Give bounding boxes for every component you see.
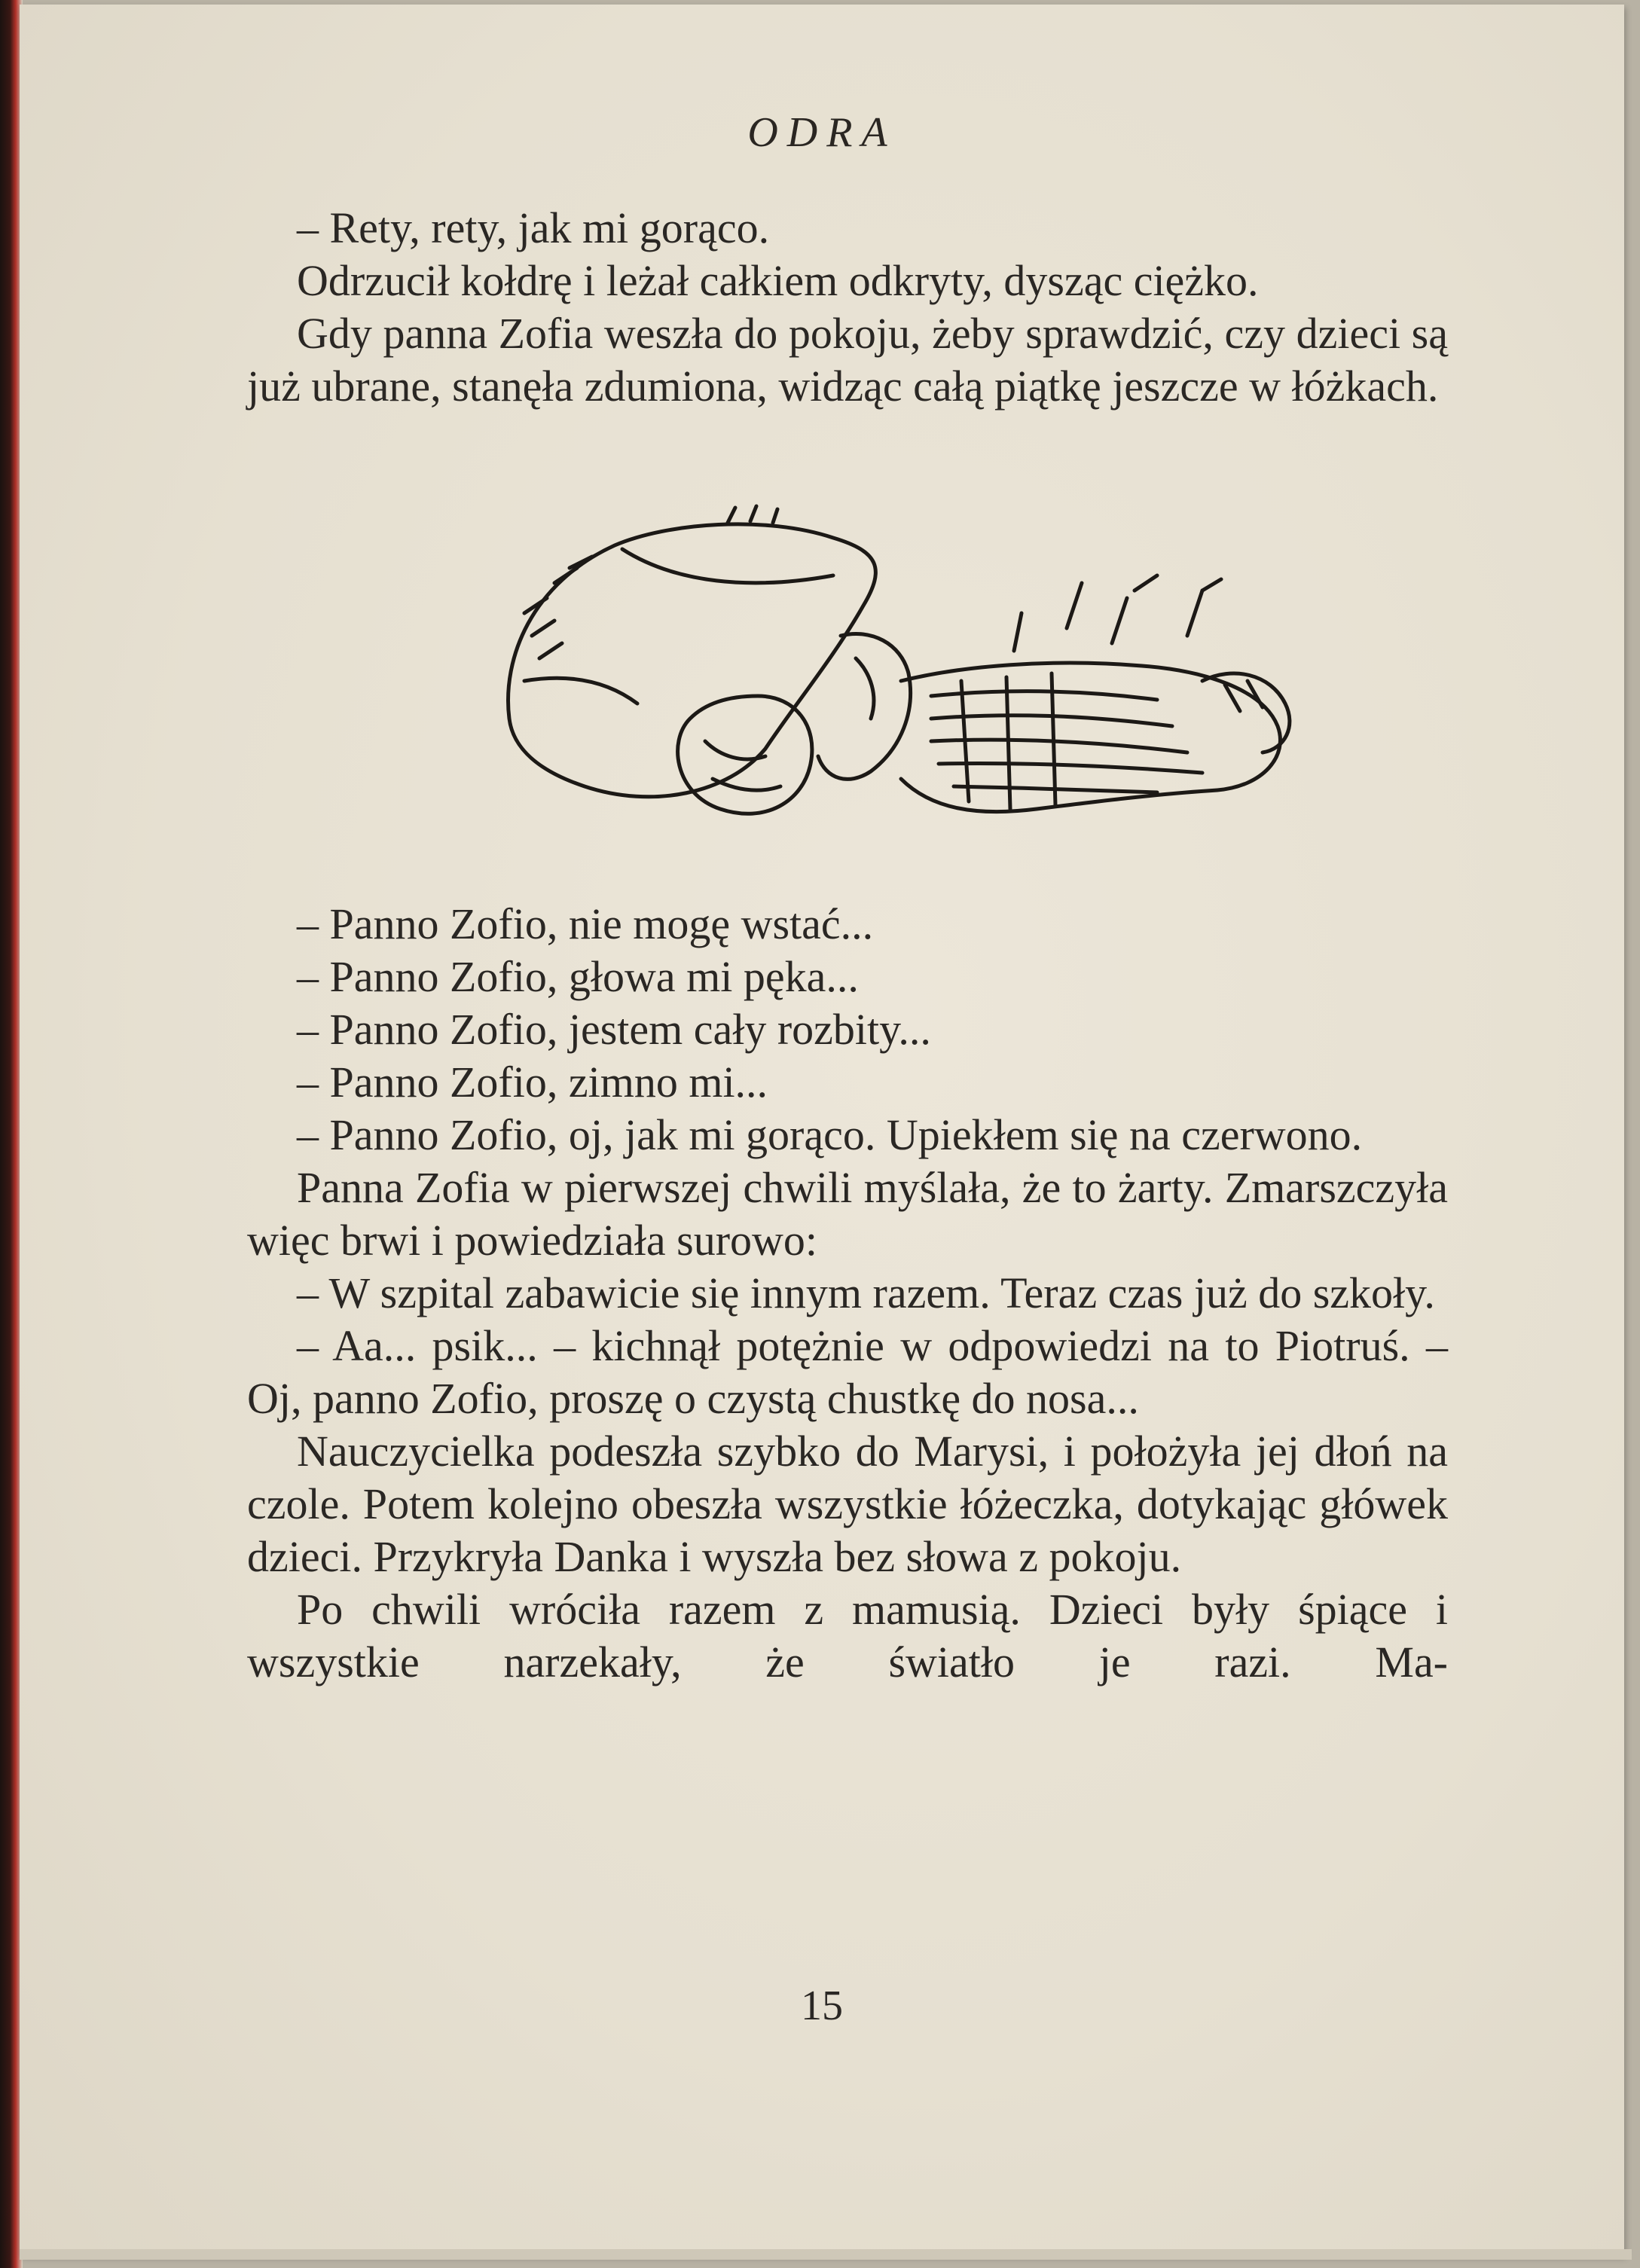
paragraph: Nauczycielka podeszła szybko do Marysi, i położyła jej dłoń na czole. Potem kolejno obeszła wszystkie łóżeczka, dotykając główek dzieci. Przykryła Danka i wyszła bez słowa z pokoju.: [247, 1427, 1448, 1581]
page-number: 15: [801, 1983, 843, 2029]
running-head: ODRA: [747, 109, 896, 156]
dialogue-line: – Panno Zofio, głowa mi pęka...: [297, 952, 859, 1001]
paragraph: – Rety, rety, jak mi gorąco.: [297, 203, 770, 252]
paragraph: Po chwili wróciła razem z mamusią. Dzieci były śpiące i wszystkie narzekały, że światło je razi. Ma-: [247, 1585, 1448, 1687]
paragraph: Panna Zofia w pierwszej chwili myślała, że to żarty. Zmarszczyła więc brwi i powiedziała surowo:: [247, 1163, 1448, 1265]
sleeping-child-illustration: [479, 493, 1300, 847]
paragraph: – Aa... psik... – kichnął potężnie w odpowiedzi na to Piotruś. – Oj, panno Zofio, proszę o czystą chustkę do nosa...: [247, 1321, 1448, 1423]
paragraph: – W szpital zabawicie się innym razem. Teraz czas już do szkoły.: [297, 1268, 1435, 1317]
page-edge: [20, 2249, 1632, 2260]
dialogue-line: – Panno Zofio, nie mogę wstać...: [297, 899, 874, 948]
dialogue-line: – Panno Zofio, jestem cały rozbity...: [297, 1005, 931, 1054]
text-block-top: [247, 202, 1448, 413]
paragraph: Odrzucił kołdrę i leżał całkiem odkryty, dysząc ciężko.: [297, 256, 1259, 305]
text-block-bottom: [247, 898, 1448, 1689]
dialogue-line: – Panno Zofio, oj, jak mi gorąco. Upiekłem się na czerwono.: [297, 1110, 1363, 1159]
paragraph: Gdy panna Zofia weszła do pokoju, żeby sprawdzić, czy dzieci są już ubrane, stanęła zdumiona, widząc całą piątkę jeszcze w łóżkach.: [247, 309, 1448, 411]
dialogue-line: – Panno Zofio, zimno mi...: [297, 1058, 768, 1107]
book-page: [20, 5, 1624, 2255]
